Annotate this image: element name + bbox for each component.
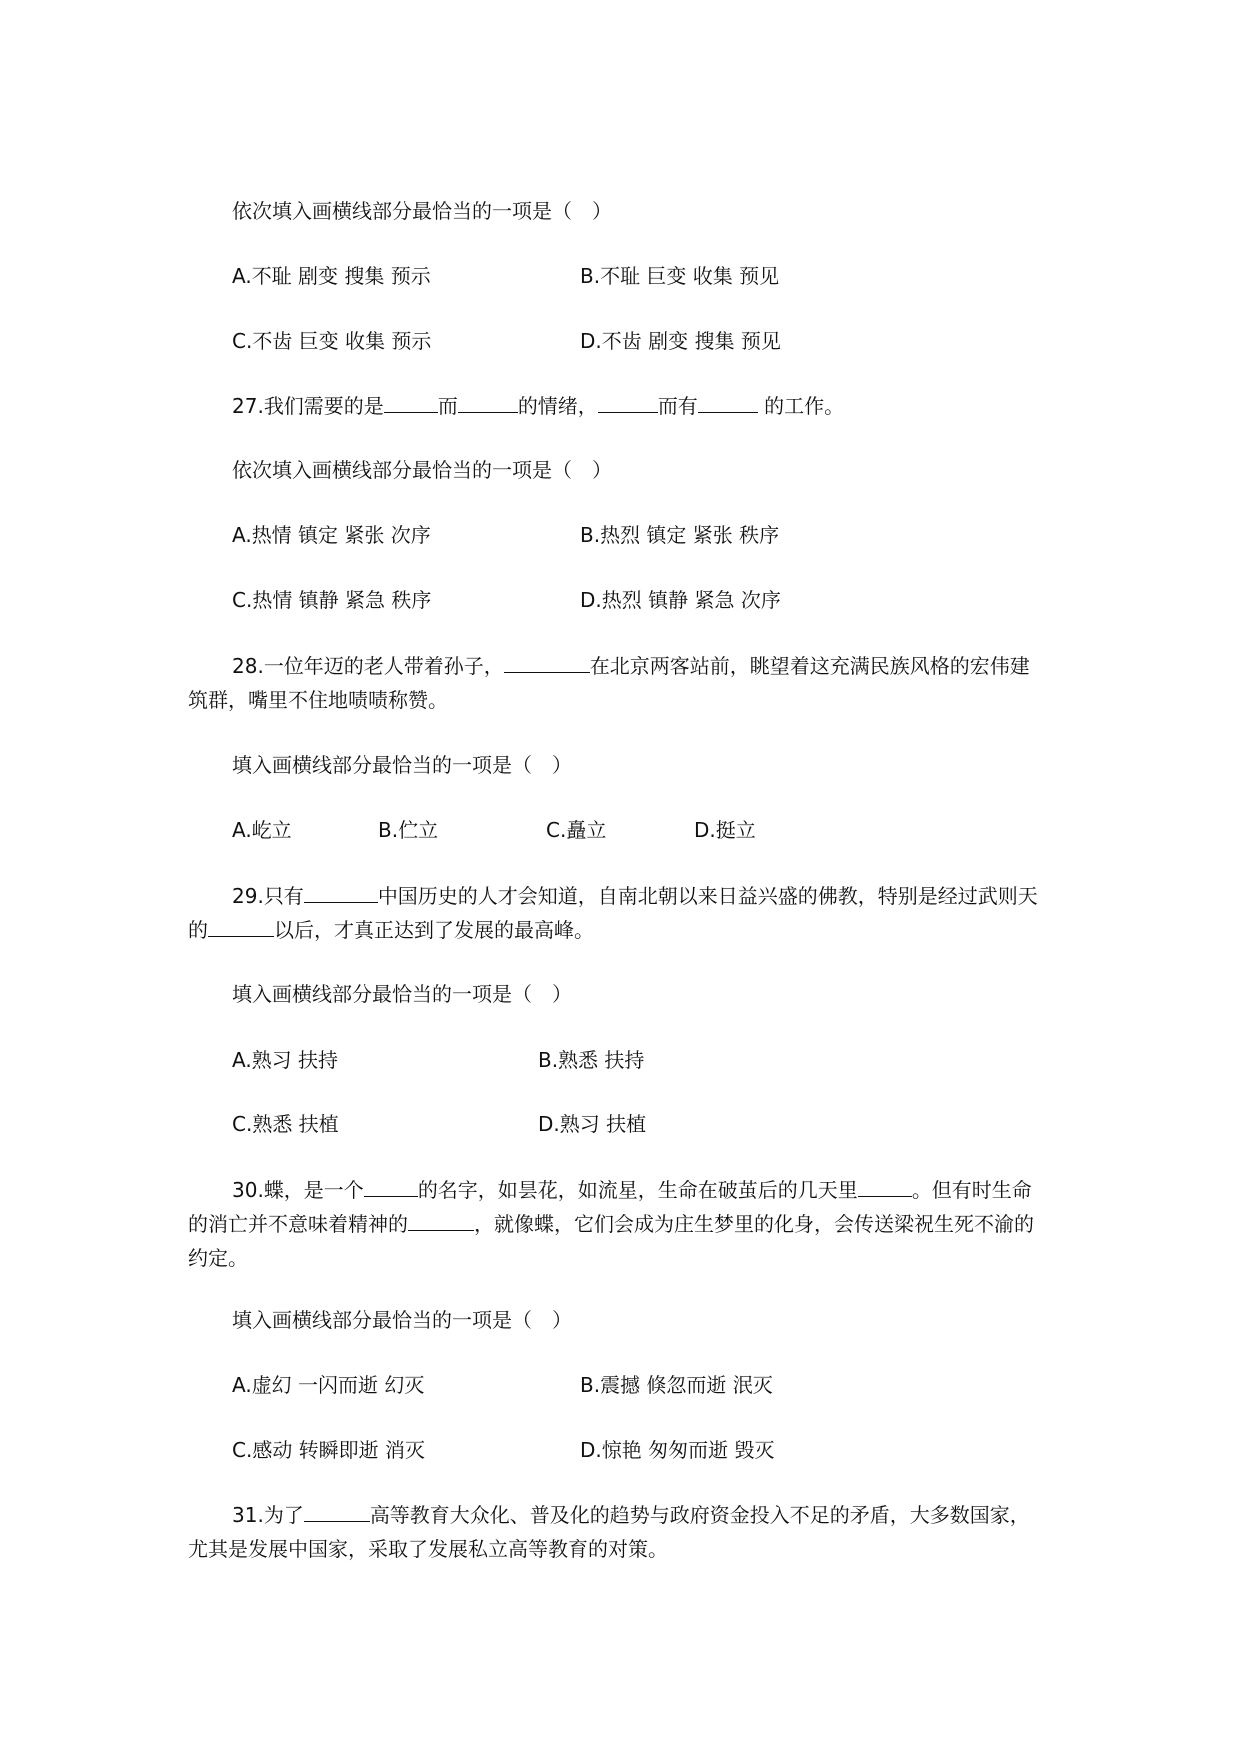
stem-text: 的名字，如昙花，如流星，生命在破茧后的几天里 xyxy=(417,1178,858,1202)
stem-text: 以后，才真正达到了发展的最高峰。 xyxy=(274,918,594,942)
question-number: 29. xyxy=(232,884,264,908)
q30-option-a: A.虚幻 一闪而逝 幻灭 xyxy=(232,1373,425,1397)
answer-blank xyxy=(858,1174,912,1197)
q29-option-c: C.熟悉 扶植 xyxy=(232,1112,339,1136)
q30-option-c: C.感动 转瞬即逝 消灭 xyxy=(232,1438,426,1462)
stem-text: 而有 xyxy=(657,394,698,418)
stem-text: 蝶，是一个 xyxy=(263,1178,364,1202)
stem-text: 一位年迈的老人带着孙子， xyxy=(263,654,504,678)
q28-stem xyxy=(188,649,1048,717)
answer-blank xyxy=(208,914,274,937)
question-number: 28. xyxy=(232,654,264,678)
q27-prompt: 依次填入画横线部分最恰当的一项是（ ） xyxy=(232,458,612,482)
question-number: 30. xyxy=(232,1178,264,1202)
answer-blank xyxy=(408,1208,474,1231)
q26-option-d: D.不齿 剧变 搜集 预见 xyxy=(580,329,781,353)
q30-stem xyxy=(188,1173,1048,1275)
q27-option-d: D.热烈 镇静 紧急 次序 xyxy=(580,588,781,612)
stem-text: 。但有时生命的消亡并不意味着精神的 xyxy=(188,1178,1032,1236)
stem-text: ，就像蝶，它们会成为庄生梦里的化身，会传送梁祝生死不渝的约定。 xyxy=(188,1212,1034,1270)
answer-blank xyxy=(598,390,658,413)
answer-blank xyxy=(304,880,378,903)
stem-text: 中国历史的人才会知道，自南北朝以来日益兴盛的佛教，特别是经过武则天的 xyxy=(188,884,1038,942)
question-number: 31. xyxy=(232,1503,264,1527)
q28-option-b: B.伫立 xyxy=(378,818,439,842)
stem-text: 的情绪， xyxy=(517,394,598,418)
q28-option-a: A.屹立 xyxy=(232,818,292,842)
q29-option-d: D.熟习 扶植 xyxy=(538,1112,647,1136)
answer-blank xyxy=(504,650,590,673)
answer-blank xyxy=(698,390,758,413)
q26-prompt: 依次填入画横线部分最恰当的一项是（ ） xyxy=(232,199,612,223)
q30-option-d: D.惊艳 匆匆而逝 毁灭 xyxy=(580,1438,775,1462)
q26-option-c: C.不齿 巨变 收集 预示 xyxy=(232,329,432,353)
answer-blank xyxy=(384,390,438,413)
stem-text: 在北京两客站前，眺望着这充满民族风格的宏伟建筑群，嘴里不住地啧啧称赞。 xyxy=(188,654,1030,712)
q27-option-c: C.热情 镇静 紧急 秩序 xyxy=(232,588,432,612)
answer-blank xyxy=(304,1499,370,1522)
stem-text: 我们需要的是 xyxy=(263,394,384,418)
stem-text: 为了 xyxy=(263,1503,304,1527)
q30-prompt: 填入画横线部分最恰当的一项是（ ） xyxy=(232,1308,572,1332)
stem-text: 而 xyxy=(437,394,458,418)
q28-prompt: 填入画横线部分最恰当的一项是（ ） xyxy=(232,753,572,777)
stem-text: 只有 xyxy=(263,884,304,908)
question-number: 27. xyxy=(232,394,264,418)
q28-option-c: C.矗立 xyxy=(546,818,607,842)
q29-stem xyxy=(188,879,1048,947)
stem-text: 的工作。 xyxy=(757,394,845,418)
q29-prompt: 填入画横线部分最恰当的一项是（ ） xyxy=(232,982,572,1006)
q27-option-b: B.热烈 镇定 紧张 秩序 xyxy=(580,523,780,547)
q29-option-a: A.熟习 扶持 xyxy=(232,1048,339,1072)
q27-stem xyxy=(188,389,1048,423)
q28-option-d: D.挺立 xyxy=(694,818,756,842)
answer-blank xyxy=(364,1174,418,1197)
q26-option-b: B.不耻 巨变 收集 预见 xyxy=(580,264,780,288)
q29-option-b: B.熟悉 扶持 xyxy=(538,1048,645,1072)
answer-blank xyxy=(458,390,518,413)
q27-option-a: A.热情 镇定 紧张 次序 xyxy=(232,523,431,547)
stem-text: 高等教育大众化、普及化的趋势与政府资金投入不足的矛盾，大多数国家，尤其是发展中国家，采取了发展私立高等教育的对策。 xyxy=(188,1503,1030,1561)
q30-option-b: B.震撼 倏忽而逝 泯灭 xyxy=(580,1373,773,1397)
q26-option-a: A.不耻 剧变 搜集 预示 xyxy=(232,264,431,288)
q31-stem xyxy=(188,1498,1048,1566)
